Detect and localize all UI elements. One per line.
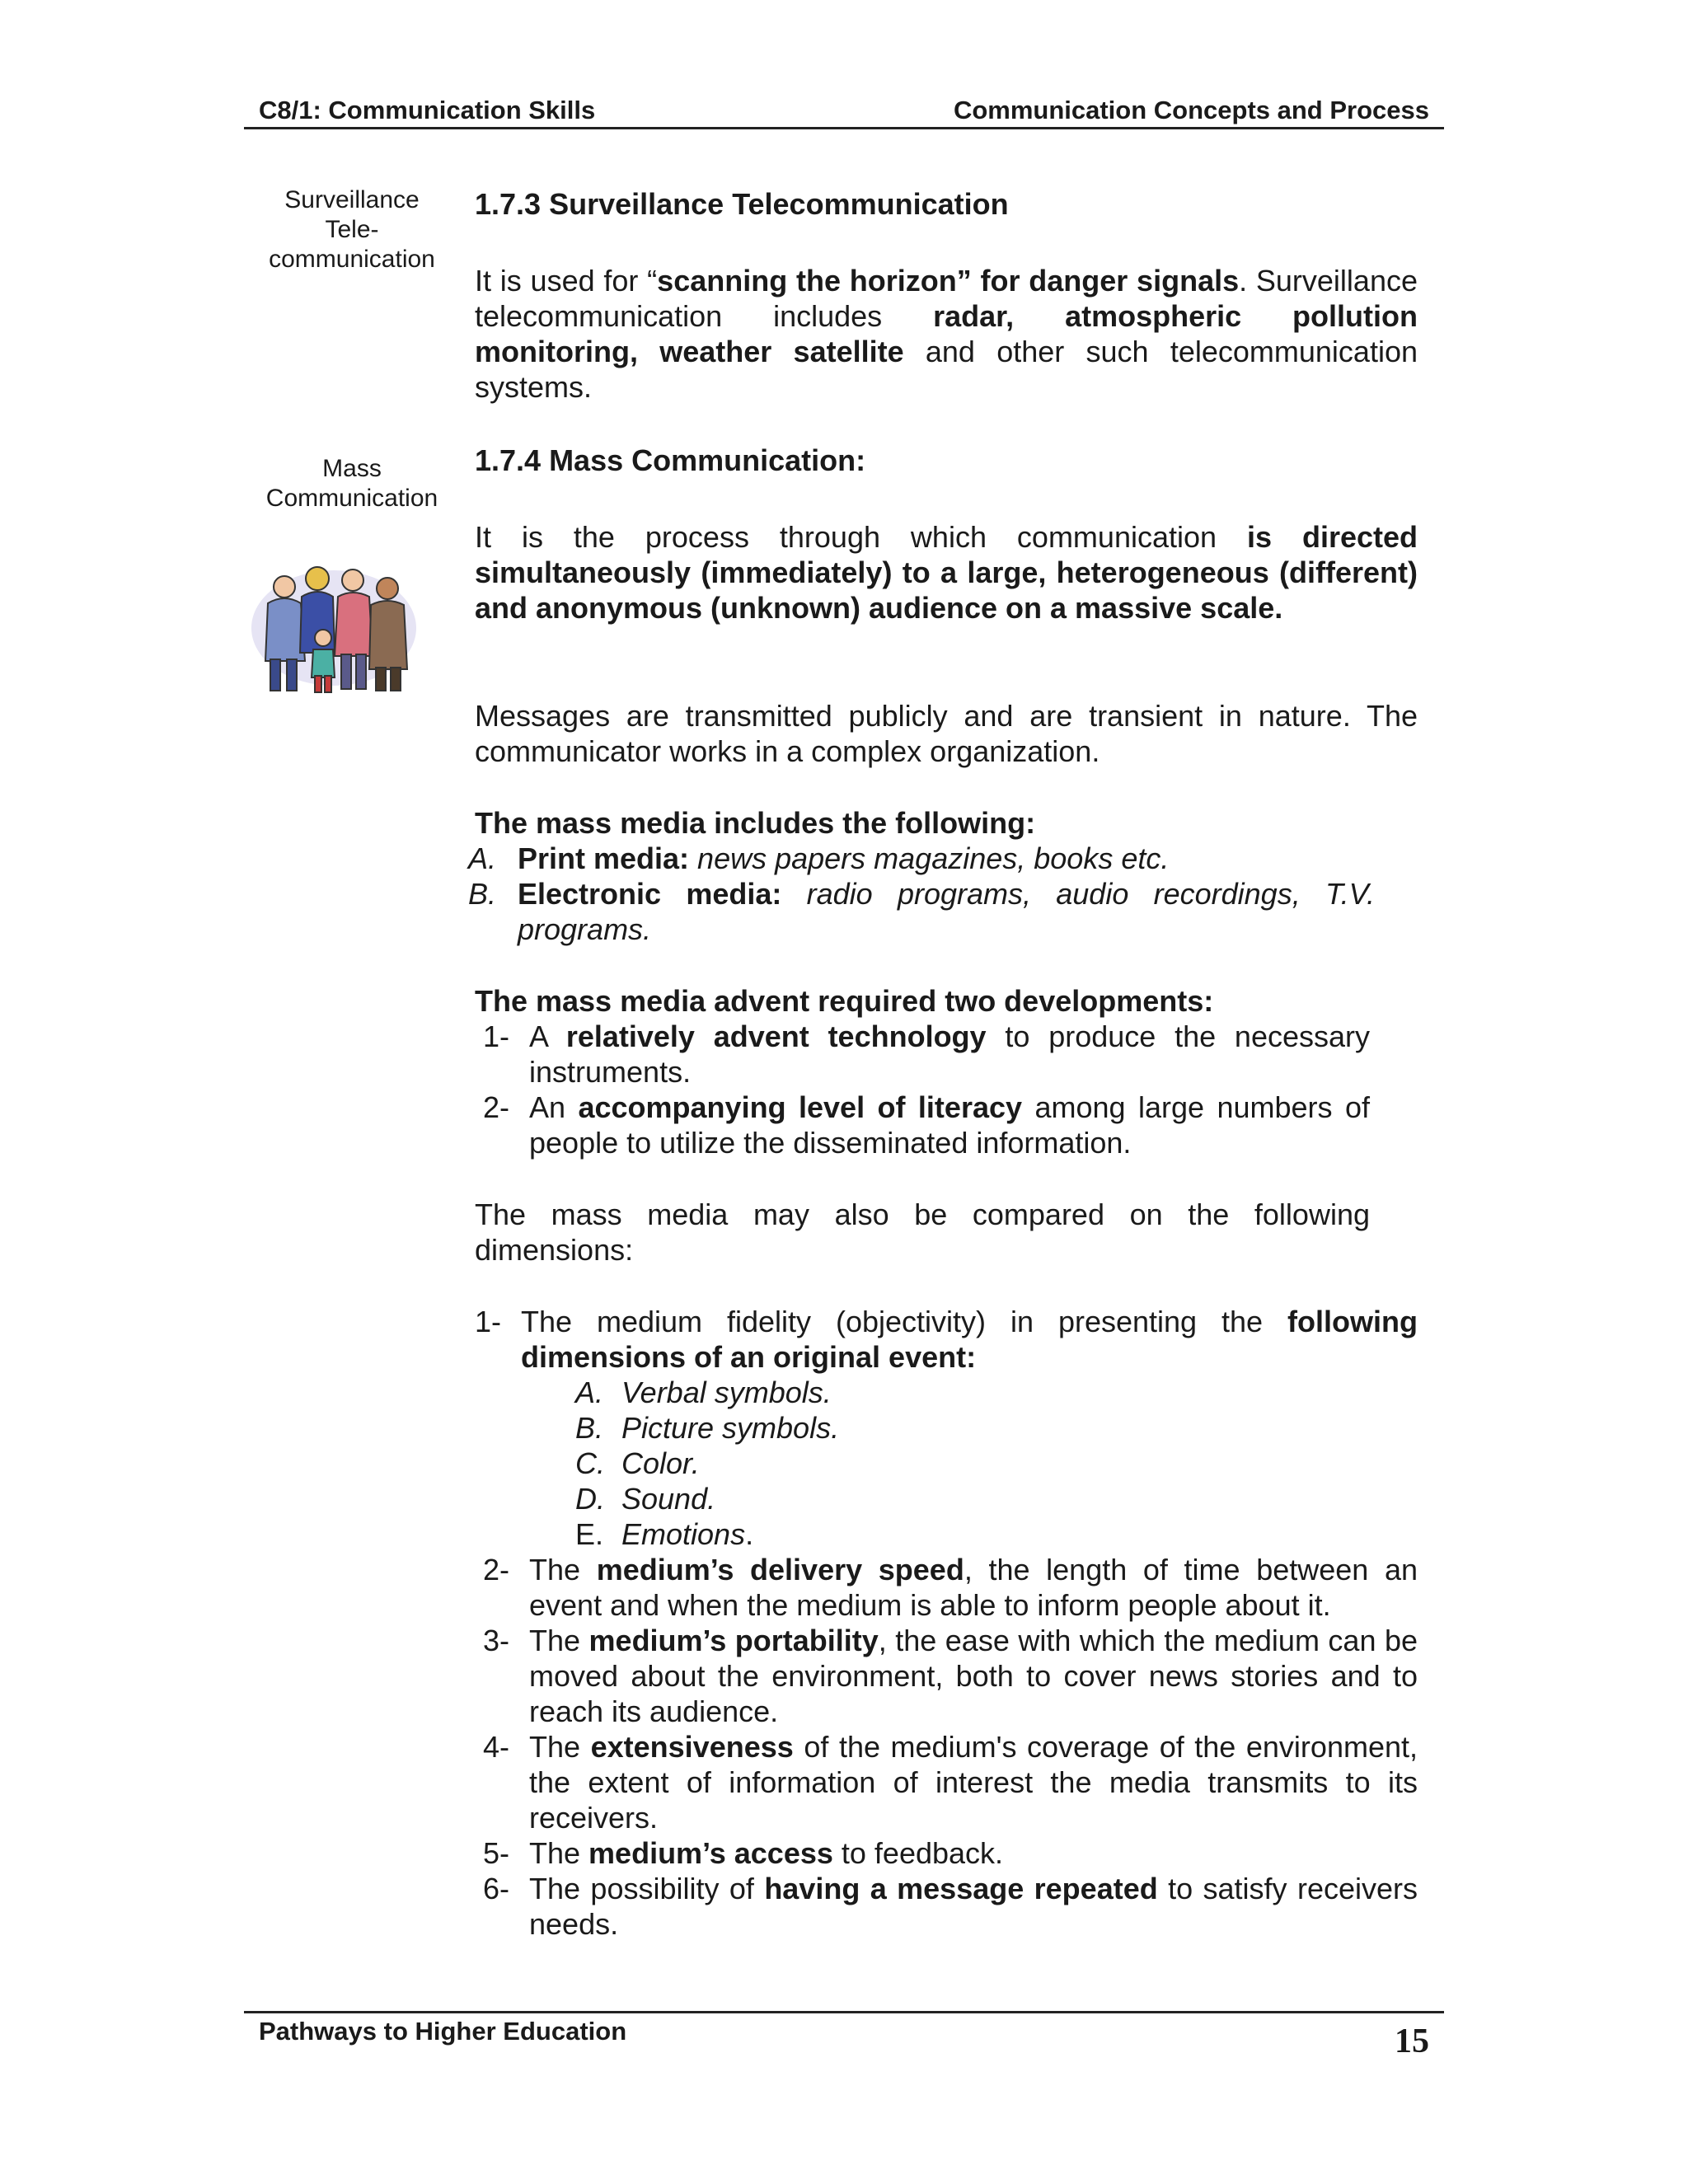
dimension-1-sublist	[575, 1375, 1152, 1552]
list-item: A. Verbal symbols.	[575, 1376, 832, 1409]
list-item: D. Sound.	[575, 1482, 716, 1516]
footer-title: Pathways to Higher Education	[259, 2017, 627, 2046]
margin-note-mass-communication: Mass Communication	[265, 455, 438, 512]
dimension-1: 1- The medium fidelity (objectivity) in presenting the following dimensions of an original event:	[475, 1305, 1418, 1374]
list-item: 3- The medium’s portability, the ease with which the medium can be moved about the environment, both to cover news stories and to reach its audience.	[483, 1624, 1418, 1728]
page-header	[244, 92, 1444, 129]
heading-surveillance-telecommunication: 1.7.3 Surveillance Telecommunication	[475, 187, 1009, 221]
list-item: B. Picture symbols.	[575, 1411, 840, 1445]
list-item: C. Color.	[575, 1446, 700, 1480]
margin-note-surveillance: Surveillance Tele- communication	[269, 186, 435, 273]
list-item: 2- The medium’s delivery speed, the length of time between an event and when the medium is able to inform people about it.	[483, 1553, 1418, 1622]
list-item: 4- The extensiveness of the medium's coverage of the environment, the extent of information of interest the media transmits to its receivers.	[483, 1730, 1418, 1835]
mass-media-advent-heading: The mass media advent required two developments:	[475, 984, 1214, 1018]
mass-communication-definition: It is the process through which communication is directed simultaneously (immediately) to a large, heterogeneous (different) and anonymous (unknown) audience on a massive scale.	[475, 520, 1418, 625]
list-item: E. Emotions.	[575, 1517, 754, 1551]
header-course-title: C8/1: Communication Skills	[259, 96, 596, 124]
header-chapter-title: Communication Concepts and Process	[953, 96, 1429, 124]
mass-media-heading: The mass media includes the following:	[475, 806, 1036, 840]
mass-communication-messages-paragraph: Messages are transmitted publicly and are transient in nature. The communicator works in a complex organization.	[475, 699, 1418, 768]
page-number: 15	[1395, 2022, 1429, 2060]
advent-list	[483, 1019, 1370, 1160]
page-footer	[244, 2011, 1444, 2060]
list-item: 2- An accompanying level of literacy among large numbers of people to utilize the disseminated information.	[483, 1090, 1370, 1160]
heading-mass-communication: 1.7.4 Mass Communication:	[475, 443, 866, 477]
list-item: 5- The medium’s access to feedback.	[483, 1836, 1004, 1870]
list-item: A. Print media: news papers magazines, books etc.	[468, 841, 1170, 875]
compare-intro-paragraph: The mass media may also be compared on the following dimensions:	[475, 1197, 1370, 1267]
list-item: B. Electronic media: radio programs, audio recordings, T.V. programs.	[468, 877, 1375, 946]
people-group-clipart-icon	[247, 554, 420, 701]
list-item: 6- The possibility of having a message repeated to satisfy receivers needs.	[483, 1872, 1418, 1941]
list-item: 1- A relatively advent technology to produce the necessary instruments.	[483, 1019, 1371, 1089]
surveillance-paragraph: It is used for “scanning the horizon” for danger signals. Surveillance telecommunication includes radar, atmospheric pollution monitoring, weather satellite and other such telecommunication systems.	[475, 264, 1418, 404]
mass-media-list	[468, 841, 1375, 947]
dimensions-2-to-6	[483, 1552, 1418, 1942]
